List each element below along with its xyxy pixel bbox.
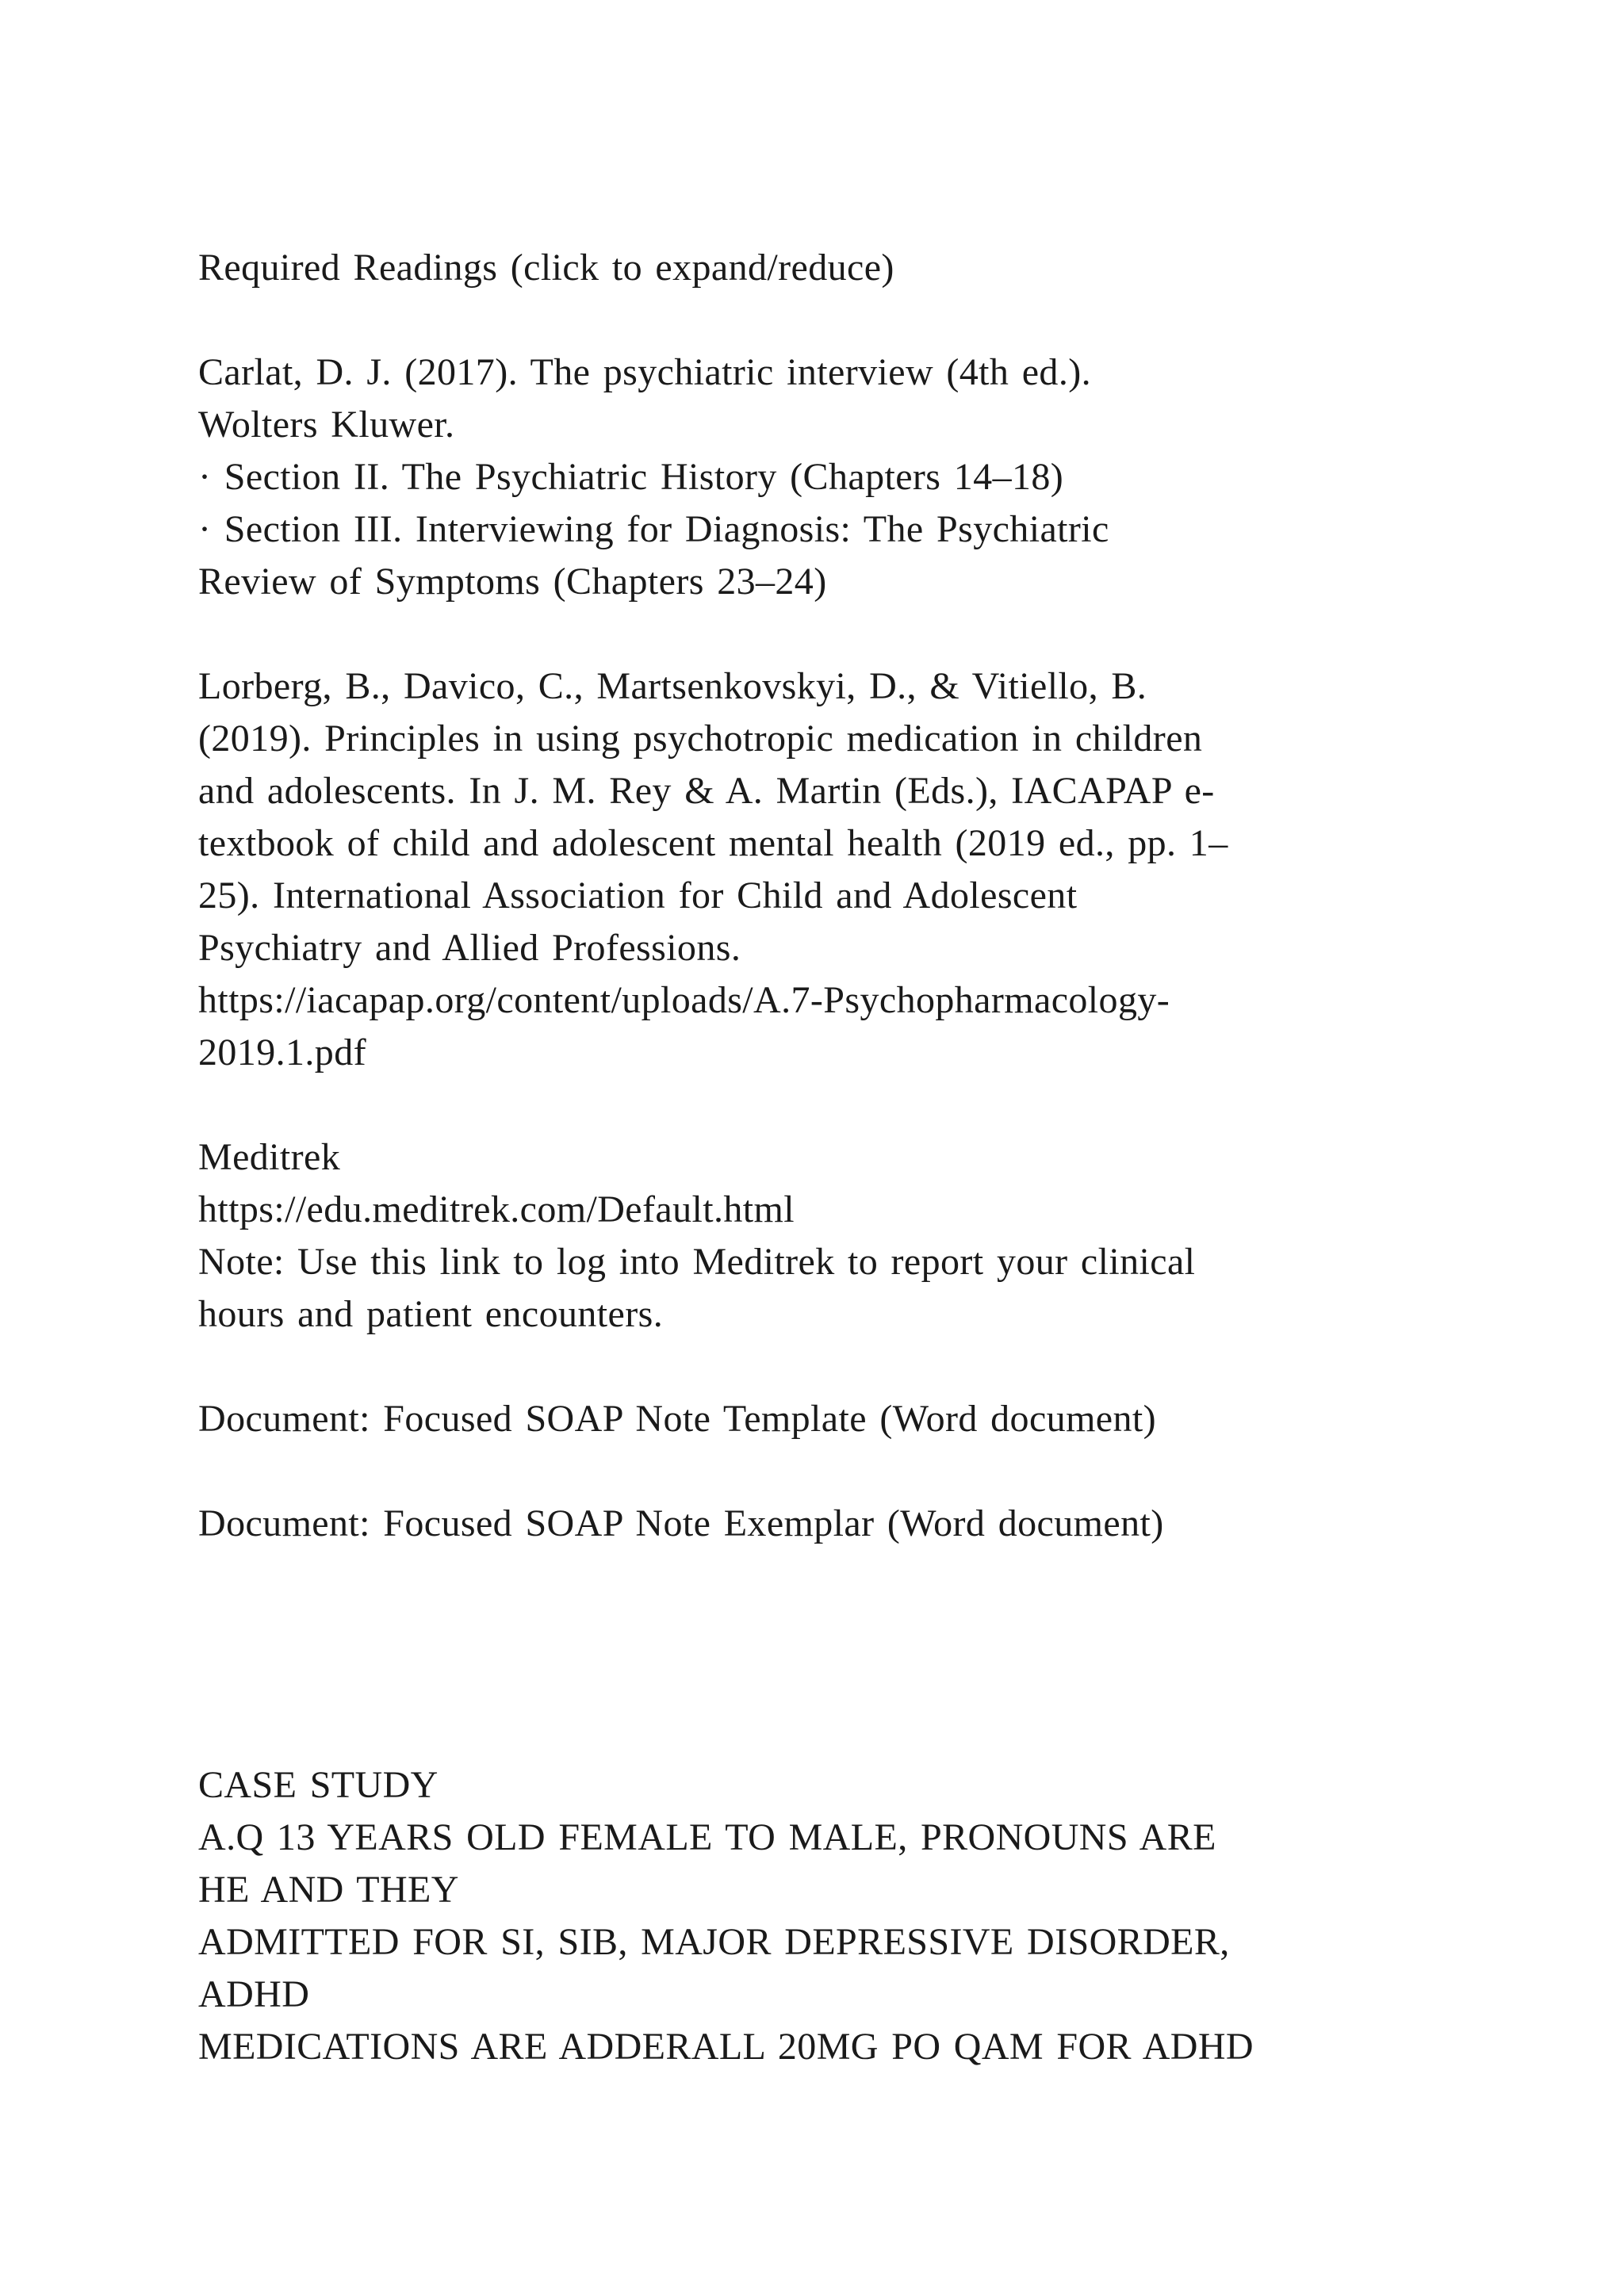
spacer <box>198 1445 1467 1498</box>
case-study-line-2: HE AND THEY <box>198 1869 459 1911</box>
carlat-section-3-cont: Review of Symptoms (Chapters 23–24) <box>198 561 827 603</box>
spacer <box>198 1341 1467 1393</box>
lorberg-line-5: 25). International Association for Child and Adolescent <box>198 874 1078 916</box>
carlat-section-3: · Section III. Interviewing for Diagnosis: The Psychiatric <box>198 508 1109 550</box>
lorberg-reference <box>198 660 1467 1079</box>
case-study-line-1: A.Q 13 YEARS OLD FEMALE TO MALE, PRONOUNS ARE <box>198 1816 1216 1858</box>
meditrek-section <box>198 1131 1467 1341</box>
lorberg-line-2: (2019). Principles in using psychotropic medication in children <box>198 718 1203 760</box>
meditrek-note-2: hours and patient encounters. <box>198 1293 664 1335</box>
lorberg-url-cont[interactable]: 2019.1.pdf <box>198 1031 366 1073</box>
carlat-reference <box>198 346 1467 608</box>
lorberg-line-1: Lorberg, B., Davico, C., Martsenkovskyi, D., & Vitiello, B. <box>198 665 1147 707</box>
lorberg-line-4: textbook of child and adolescent mental health (2019 ed., pp. 1– <box>198 822 1228 864</box>
case-study-line-3: ADMITTED FOR SI, SIB, MAJOR DEPRESSIVE DISORDER, <box>198 1921 1230 1963</box>
lorberg-url[interactable]: https://iacapap.org/content/uploads/A.7-Psychopharmacology- <box>198 979 1170 1021</box>
soap-template-document[interactable]: Document: Focused SOAP Note Template (Word document) <box>198 1398 1157 1440</box>
carlat-line-1: Carlat, D. J. (2017). The psychiatric interview (4th ed.). <box>198 351 1092 393</box>
meditrek-note-1: Note: Use this link to log into Meditrek to report your clinical <box>198 1241 1196 1283</box>
soap-exemplar-document[interactable]: Document: Focused SOAP Note Exemplar (Word document) <box>198 1502 1164 1544</box>
meditrek-title: Meditrek <box>198 1136 341 1178</box>
case-study-line-5: MEDICATIONS ARE ADDERALL 20MG PO QAM FOR ADHD <box>198 2026 1254 2068</box>
lorberg-line-3: and adolescents. In J. M. Rey & A. Martin (Eds.), IACAPAP e- <box>198 770 1215 812</box>
spacer <box>198 1079 1467 1131</box>
required-readings-heading[interactable]: Required Readings (click to expand/reduce) <box>198 247 894 289</box>
case-study-heading: CASE STUDY <box>198 1764 439 1806</box>
meditrek-link[interactable]: https://edu.meditrek.com/Default.html <box>198 1188 795 1230</box>
spacer <box>198 1550 1467 1759</box>
document-body <box>198 242 1467 2073</box>
carlat-section-2: · Section II. The Psychiatric History (Chapters 14–18) <box>198 456 1064 498</box>
case-study-line-4: ADHD <box>198 1973 310 2015</box>
carlat-line-2: Wolters Kluwer. <box>198 404 455 446</box>
lorberg-line-6: Psychiatry and Allied Professions. <box>198 927 741 969</box>
spacer <box>198 294 1467 346</box>
case-study-section <box>198 1759 1467 2073</box>
spacer <box>198 608 1467 660</box>
